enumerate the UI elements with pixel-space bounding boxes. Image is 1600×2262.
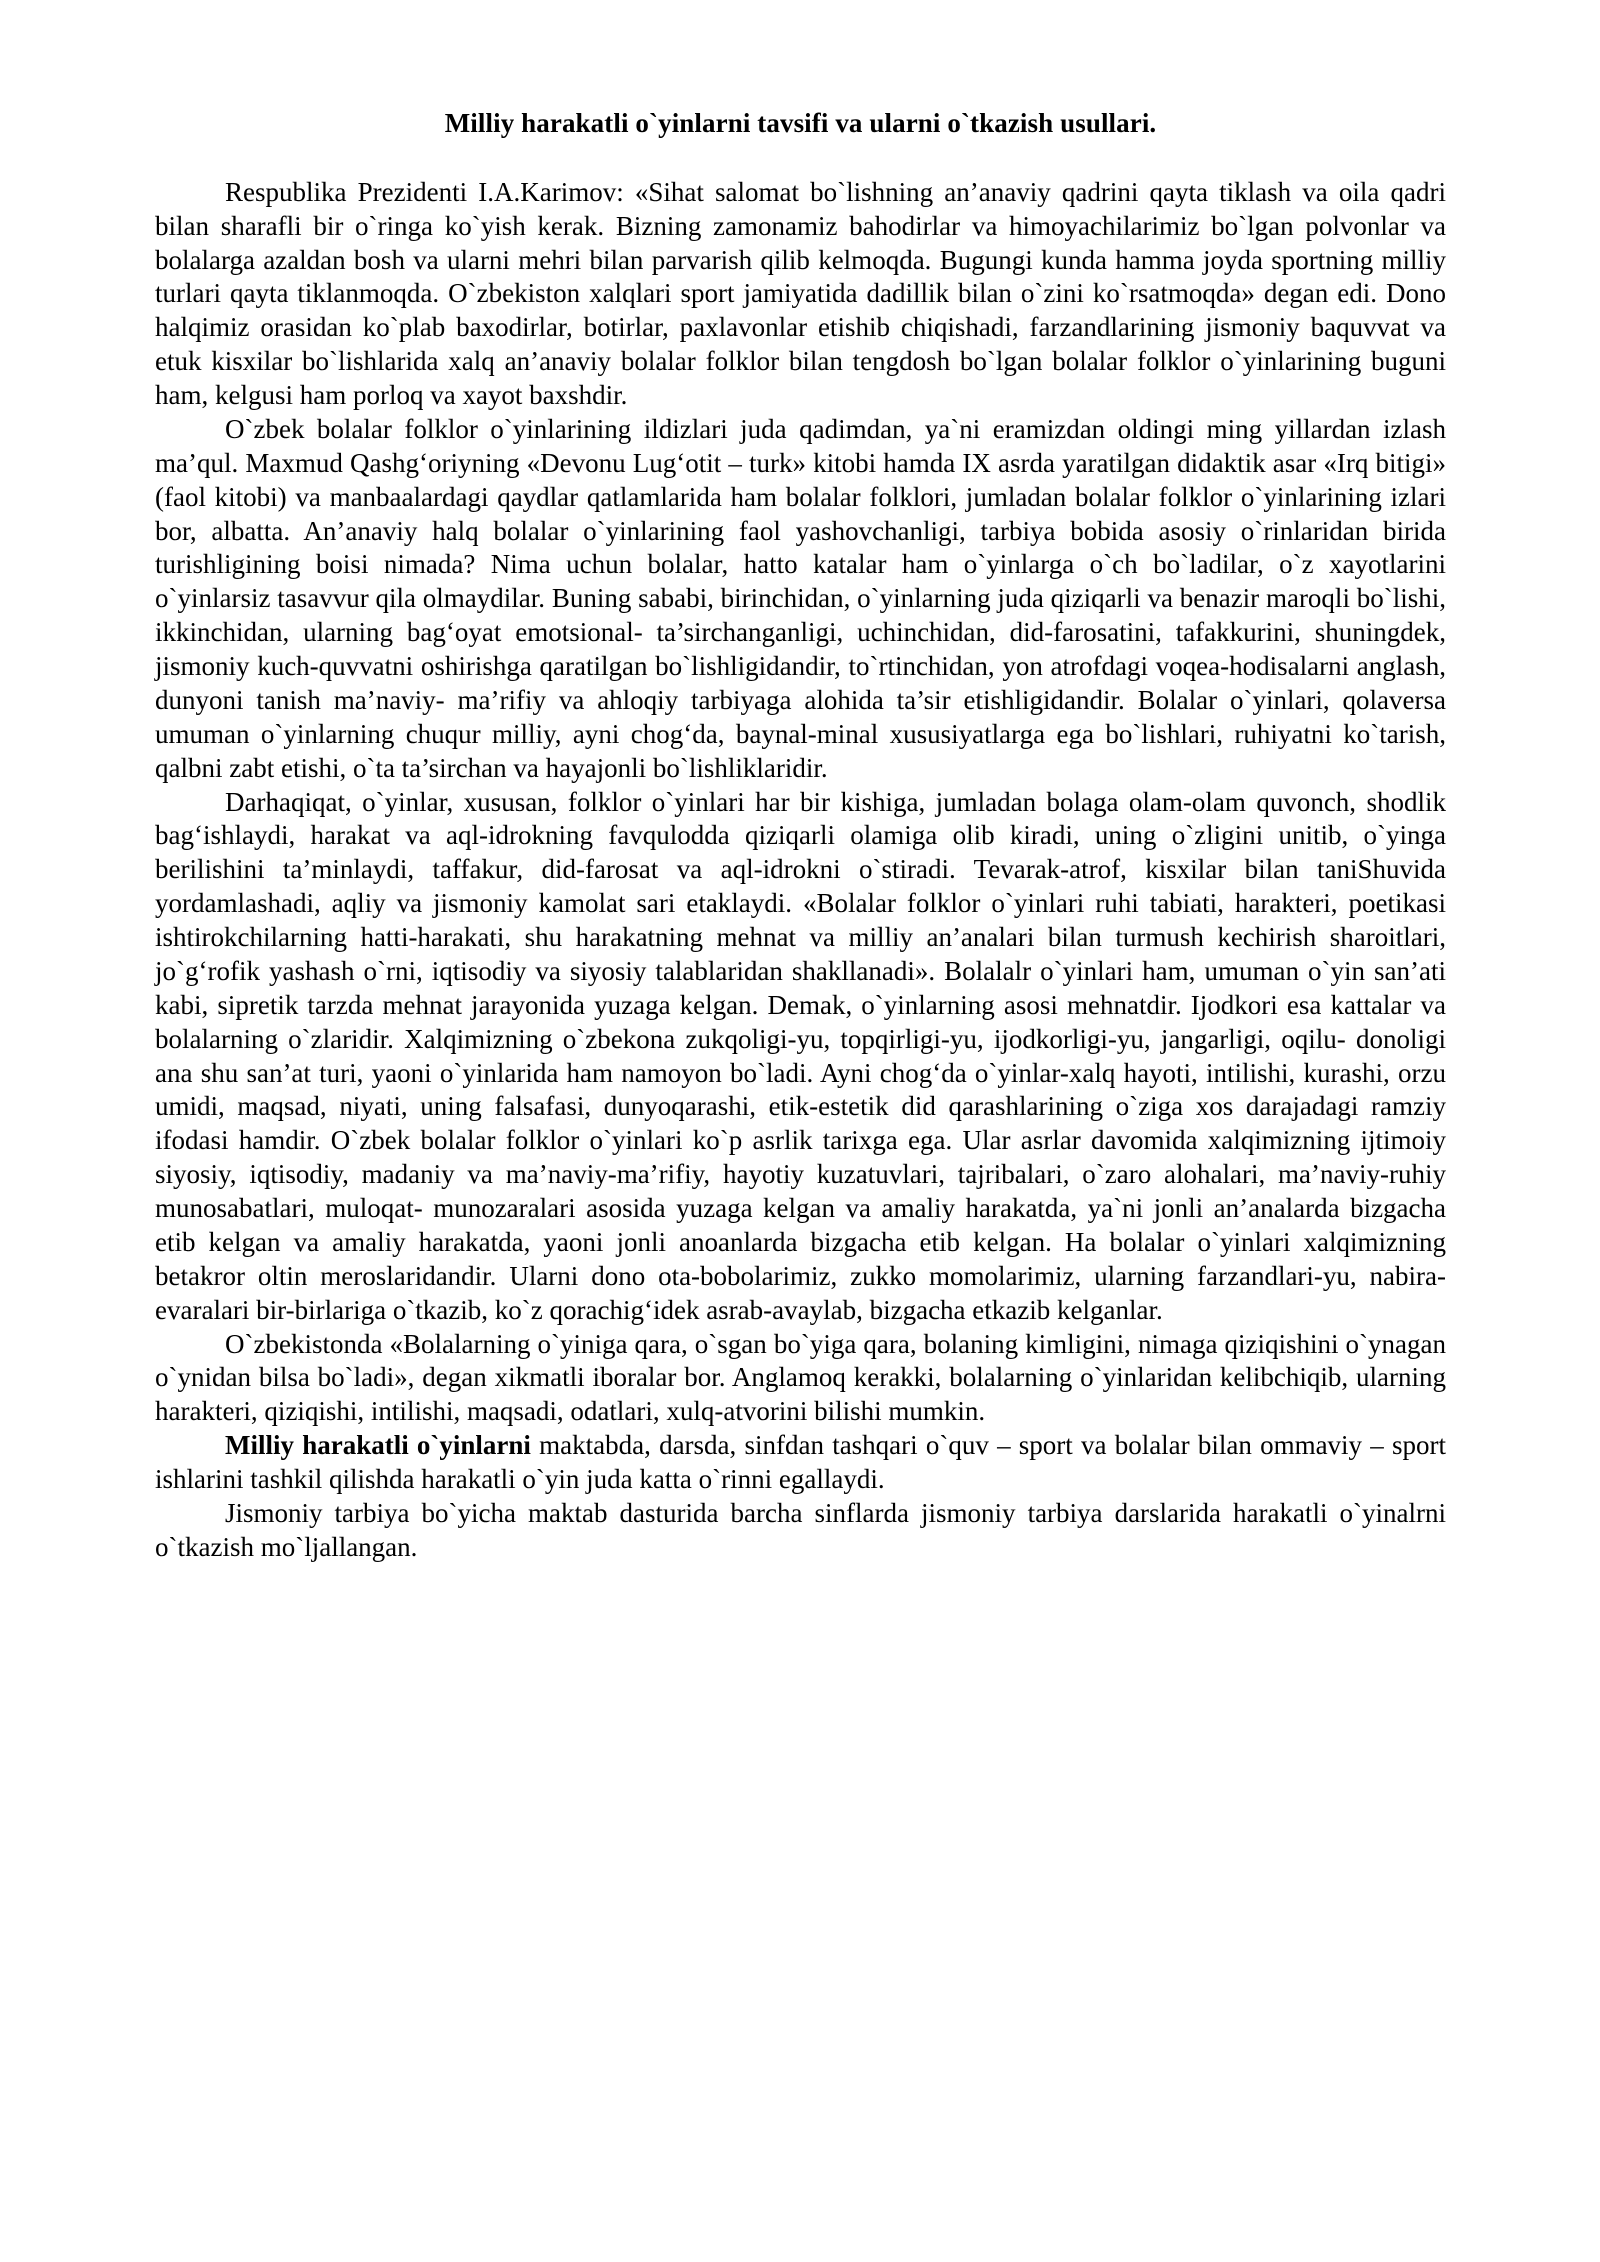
- page-title: Milliy harakatli o`yinlarni tavsifi va ularni o`tkazish usullari.: [444, 108, 1157, 138]
- paragraph-2: O`zbek bolalar folklor o`yinlarining ildizlari juda qadimdan, ya`ni eramizdan oldingi ming yillardan izlash ma’qul. Maxmud Qashg‘oriyning «Devonu Lug‘otit – turk» kitobi hamda IX asrda yaratilgan didaktik asar «Irq bitigi» (faol kitobi) va manbaalardagi qaydlar qatlamlarida ham bolalar folklori, jumladan bolalar folklor o`yinlarining izlari bor, albatta. An’anaviy halq bolalar o`yinlarining faol yashovchanligi, tarbiya bobida asosiy o`rinlaridan birida turishligining boisi nimada? Nima uchun bolalar, hatto katalar ham o`yinlarga o`ch bo`ladilar, o`z xayotlarini o`yinlarsiz tasavvur qila olmaydilar. Buning sababi, birinchidan, o`yinlarning juda qiziqarli va benazir maroqli bo`lishi, ikkinchidan, ularning bag‘oyat emotsional- ta’sirchanganligi, uchinchidan, did-farosatini, tafakkurini, shuningdek, jismoniy kuch-quvvatni oshirishga qaratilgan bo`lishligidandir, to`rtinchidan, yon atrofdagi voqea-hodisalarni anglash, dunyoni tanish ma’naviy- ma’rifiy va ahloqiy tarbiyaga alohida ta’sir etishligidandir. Bolalar o`yinlari, qolaversa umuman o`yinlarning chuqur milliy, ayni chog‘da, baynal-minal xususiyatlarga ega bo`lishlari, ruhiyatni ko`tarish, qalbni zabt etishi, o`ta ta’sirchan va hayajonli bo`lishliklaridir.: [155, 413, 1446, 783]
- paragraph-5-lead: Milliy harakatli o`yinlarni: [225, 1430, 531, 1461]
- paragraph-1: Respublika Prezidenti I.A.Karimov: «Sihat salomat bo`lishning an’anaviy qadrini qayta tiklash va oila qadri bilan sharafli bir o`ringa ko`yish kerak. Bizning zamonamiz bahodirlar va himoyachilarimiz bo`lgan polvonlar va bolalarga azaldan bosh va ularni mehri bilan parvarish qilib kelmoqda. Bugungi kunda hamma joyda sportning milliy turlari qayta tiklanmoqda. O`zbekiston xalqlari sport jamiyatida dadillik bilan o`zini ko`rsatmoqda» degan edi. Dono halqimiz orasidan ko`plab baxodirlar, botirlar, paxlavonlar etishib chiqishadi, farzandlarining jismoniy baquvvat va etuk kisxilar bo`lishlarida xalq an’anaviy bolalar folklor bilan tengdosh bo`lgan bolalar folklor o`yinlarining buguni ham, kelgusi ham porloq va xayot baxshdir.: [155, 176, 1446, 411]
- paragraph-5-text: maktabda, darsda, sinfdan tashqari o`quv – sport va bolalar bilan ommaviy – sport ishlarini tashkil qilishda harakatli o`yin juda katta o`rinni egallaydi.: [155, 1430, 1446, 1495]
- paragraph-6: Jismoniy tarbiya bo`yicha maktab dasturida barcha sinflarda jismoniy tarbiya darslarida harakatli o`yinalrni o`tkazish mo`ljallangan.: [155, 1497, 1446, 1562]
- document-body: [155, 108, 1446, 1565]
- paragraph-3: Darhaqiqat, o`yinlar, xususan, folklor o`yinlari har bir kishiga, jumladan bolaga olam-olam quvonch, shodlik bag‘ishlaydi, harakat va aql-idrokning favqulodda qiziqarli olamiga olib kiradi, uning o`zligini unitib, o`yinga berilishini ta’minlaydi, taffakur, did-farosat va aql-idrokni o`stiradi. Tevarak-atrof, kisxilar bilan taniShuvida yordamlashadi, aqliy va jismoniy kamolat sari etaklaydi. «Bolalar folklor o`yinlari ruhi tabiati, harakteri, poetikasi ishtirokchilarning hatti-harakati, shu harakatning mehnat va milliy an’analari bilan turmush kechirish sharoitlari, jo`g‘rofik yashash o`rni, iqtisodiy va siyosiy talablaridan shakllanadi». Bolalalr o`yinlari ham, umuman o`yin san’ati kabi, sipretik tarzda mehnat jarayonida yuzaga kelgan. Demak, o`yinlarning asosi mehnatdir. Ijodkori esa kattalar va bolalarning o`zlaridir. Xalqimizning o`zbekona zukqoligi-yu, topqirligi-yu, ijodkorligi-yu, jangarligi, oqilu- donoligi ana shu san’at turi, yaoni o`yinlarida ham namoyon bo`ladi. Ayni chog‘da o`yinlar-xalq hayoti, intilishi, kurashi, orzu umidi, maqsad, niyati, uning falsafasi, dunyoqarashi, etik-estetik did qarashlarining o`ziga xos darajadagi ramziy ifodasi hamdir. O`zbek bolalar folklor o`yinlari ko`p asrlik tarixga ega. Ular asrlar davomida xalqimizning ijtimoiy siyosiy, iqtisodiy, madaniy va ma’naviy-ma’rifiy, hayotiy kuzatuvlari, tajribalari, o`zaro alohalari, ma’naviy-ruhiy munosabatlari, muloqat- munozaralari asosida yuzaga kelgan va amaliy harakatda, ya`ni jonli an’analarda bizgacha etib kelgan va amaliy harakatda, yaoni jonli anoanlarda bizgacha etib kelgan. Ha bolalar o`yinlari xalqimizning betakror oltin meroslaridandir. Ularni dono ota-bobolarimiz, zukko momolarimiz, ularning farzandlari-yu, nabira-evaralari bir-birlariga o`tkazib, ko`z qorachig‘idek asrab-avaylab, bizgacha etkazib kelganlar.: [155, 786, 1446, 1325]
- paragraph-4: O`zbekistonda «Bolalarning o`yiniga qara, o`sgan bo`yiga qara, bolaning kimligini, nimaga qiziqishini o`ynagan o`ynidan bilsa bo`ladi», degan xikmatli iboralar bor. Anglamoq kerakki, bolalarning o`yinlaridan kelibchiqib, ularning harakteri, qiziqishi, intilishi, maqsadi, odatlari, xulq-atvorini bilishi mumkin.: [155, 1328, 1446, 1427]
- paragraph-5: [155, 1429, 1446, 1497]
